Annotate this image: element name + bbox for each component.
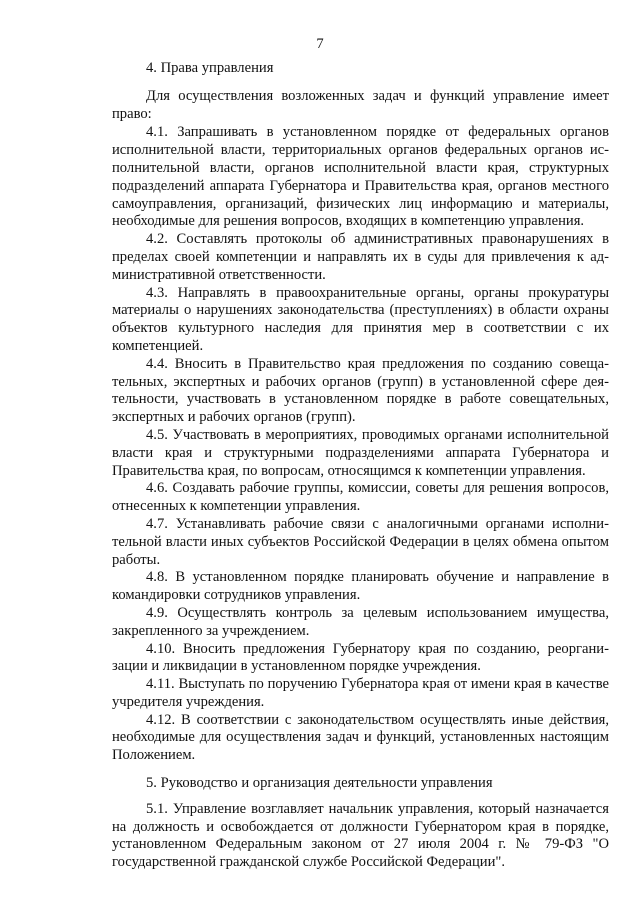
paragraph-4-2: 4.2. Составлять протоколы об административных правонарушениях в пределах своей компетенции и направлять их в суды для привлечения к административной ответственности. [112, 231, 609, 283]
paragraph-4-6: 4.6. Создавать рабочие группы, комиссии, советы для решения вопросов, отнесенных к компетенции управления. [112, 480, 609, 515]
paragraph-5-1: 5.1. Управление возглавляет начальник управления, который назначается на должность и освобождается от должности Губернатором края в порядке, установленном Федеральным законом от 27 июля 2004 г. № 79-ФЗ "О государственной гражданской службе Российской Федерации". [112, 800, 609, 871]
paragraph-4-10: 4.10. Вносить предложения Губернатору края по созданию, реорганизации и ликвидации в установленном порядке учреждения. [112, 640, 609, 675]
page-number: 7 [316, 36, 324, 52]
paragraph-4-5: 4.5. Участвовать в мероприятиях, проводимых органами исполнительной власти края и структурными подразделениями аппарата Губернатора и Правительства края, по вопросам, относящимся к компетенции управления. [112, 426, 609, 479]
section-4-heading: 4. Права управления [146, 60, 274, 76]
paragraph-4-12: 4.12. В соответствии с законодательством осуществлять иные действия, необходимые для осуществления задач и функций, установленных настоящим Положением. [112, 711, 609, 764]
paragraph-4-7: 4.7. Устанавливать рабочие связи с аналогичными органами исполнительной власти иных субъектов Российской Федерации в целях обмена опытом работы. [112, 515, 609, 568]
paragraph-4-9: 4.9. Осуществлять контроль за целевым использованием имущества, закрепленного за учреждением. [112, 604, 609, 639]
paragraph-4-4: 4.4. Вносить в Правительство края предложения по созданию совещательных, экспертных и рабочих органов (групп) в установленной сфере деятельности, участвовать в установленном порядке в работе совещательных, экспертных и рабочих органов (групп). [112, 355, 609, 426]
paragraph-4-11: 4.11. Выступать по поручению Губернатора края от имени края в качестве учредителя учреждения. [112, 676, 609, 710]
paragraph-4-8: 4.8. В установленном порядке планировать обучение и направление в командировки сотрудников управления. [112, 569, 609, 604]
section-4-intro: Для осуществления возложенных задач и функций управление имеет право: [112, 87, 609, 122]
paragraph-4-3: 4.3. Направлять в правоохранительные органы, органы прокуратуры материалы о нарушениях законодательства (преступлениях) в области охраны объектов культурного наследия для принятия мер в соответствии с их компетенцией. [112, 284, 609, 354]
paragraph-4-1: 4.1. Запрашивать в установленном порядке от федеральных органов исполнительной власти, территориальных органов федеральных органов исполнительной власти, органов исполнительной власти края, структурных подразделений аппарата Губернатора и Правительства края, органов местного самоуправления, организаций, физических лиц информацию и материалы, необходимые для решения вопросов, входящих в компетенцию управления. [112, 124, 609, 230]
section-5-heading: 5. Руководство и организация деятельности управления [146, 775, 493, 792]
page-content [112, 60, 609, 872]
